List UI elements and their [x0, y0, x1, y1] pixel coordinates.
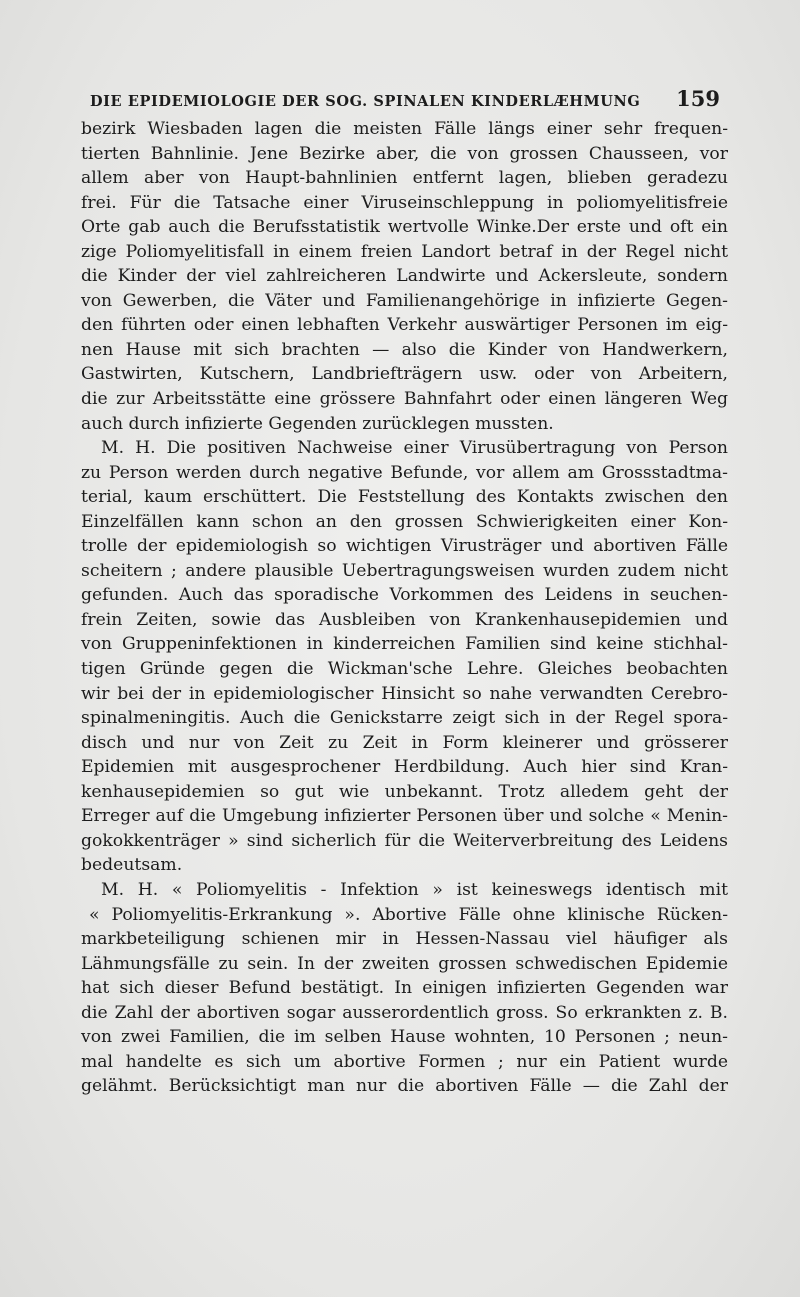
text-line: « Poliomyelitis-Erkrankung ». Abortive Fälle ohne klinische Rücken-	[89, 904, 728, 925]
text-line: Erreger auf die Umgebung infizierter Personen über und solche « Menin-	[81, 806, 728, 827]
text-line: tierten Bahnlinie. Jene Bezirke aber, die von grossen Chausseen, vor	[81, 143, 728, 164]
text-line: markbeteiligung schienen mir in Hessen-Nassau viel häufiger als	[81, 929, 728, 950]
text-line: Lähmungsfälle zu sein. In der zweiten grossen schwedischen Epidemie	[81, 953, 728, 974]
text-line: Gastwirten, Kutschern, Landbriefträgern usw. oder von Arbeitern,	[81, 364, 728, 385]
text-line: M. H. « Poliomyelitis - Infektion » ist keineswegs identisch mit	[101, 879, 728, 900]
text-line: von Gruppeninfektionen in kinderreichen Familien sind keine stichhal-	[81, 634, 728, 655]
text-line: den führten oder einen lebhaften Verkehr auswärtiger Personen im eig-	[81, 315, 728, 336]
text-line: die zur Arbeitsstätte eine grössere Bahnfahrt oder einen längeren Weg	[81, 389, 728, 410]
text-line: kenhausepidemien so gut wie unbekannt. Trotz alledem geht der	[81, 781, 728, 802]
page-number: 159	[676, 86, 720, 111]
running-title: DIE EPIDEMIOLOGIE DER SOG. SPINALEN KINDERLÆHMUNG	[90, 93, 641, 110]
text-line: Epidemien mit ausgesprochener Herdbildung. Auch hier sind Kran-	[81, 757, 728, 778]
text-line: terial, kaum erschüttert. Die Feststellung des Kontakts zwischen den	[81, 487, 728, 508]
text-line: Einzelfällen kann schon an den grossen Schwierigkeiten einer Kon-	[81, 511, 728, 532]
text-line: von zwei Familien, die im selben Hause wohnten, 10 Personen ; neun-	[81, 1027, 728, 1048]
body-text	[81, 117, 728, 1099]
page-header	[90, 86, 720, 111]
text-line: spinalmeningitis. Auch die Genickstarre zeigt sich in der Regel spora-	[81, 708, 728, 729]
text-line: gelähmt. Berücksichtigt man nur die abortiven Fälle — die Zahl der	[81, 1076, 728, 1097]
text-line: nen Hause mit sich brachten — also die Kinder von Handwerkern,	[81, 339, 728, 360]
text-line: tigen Gründe gegen die Wickman'sche Lehre. Gleiches beobachten	[81, 659, 728, 680]
text-line: auch durch infizierte Gegenden zurücklegen mussten.	[81, 413, 554, 434]
text-line: disch und nur von Zeit zu Zeit in Form kleinerer und grösserer	[81, 732, 728, 753]
text-line: die Zahl der abortiven sogar ausserordentlich gross. So erkrankten z. B.	[81, 1002, 728, 1023]
text-line: scheitern ; andere plausible Uebertragungsweisen wurden zudem nicht	[81, 560, 728, 581]
text-line: M. H. Die positiven Nachweise einer Virusübertragung von Person	[101, 438, 728, 459]
text-line: Orte gab auch die Berufsstatistik wertvolle Winke.Der erste und oft ein	[81, 217, 728, 238]
text-line: zu Person werden durch negative Befunde, vor allem am Grossstadtma-	[81, 462, 728, 483]
text-line: bezirk Wiesbaden lagen die meisten Fälle längs einer sehr frequen-	[81, 119, 728, 139]
text-line: bedeutsam.	[81, 855, 183, 876]
text-line: wir bei der in epidemiologischer Hinsicht so nahe verwandten Cerebro-	[81, 683, 728, 704]
text-line: allem aber von Haupt-bahnlinien entfernt lagen, blieben geradezu	[81, 168, 728, 189]
text-line: zige Poliomyelitisfall in einem freien Landort betraf in der Regel nicht	[81, 241, 728, 262]
text-line: von Gewerben, die Väter und Familienangehörige in infizierte Gegen-	[81, 290, 728, 311]
text-line: hat sich dieser Befund bestätigt. In einigen infizierten Gegenden war	[81, 978, 728, 999]
text-line: trolle der epidemiologish so wichtigen Virusträger und abortiven Fälle	[81, 536, 728, 557]
text-line: frei. Für die Tatsache einer Viruseinschleppung in poliomyelitisfreie	[81, 192, 728, 213]
text-line: frein Zeiten, sowie das Ausbleiben von Krankenhausepidemien und	[81, 609, 728, 630]
text-line: mal handelte es sich um abortive Formen ; nur ein Patient wurde	[81, 1051, 728, 1072]
text-line: gefunden. Auch das sporadische Vorkommen des Leidens in seuchen-	[81, 585, 728, 606]
text-line: gokokkenträger » sind sicherlich für die Weiterverbreitung des Leidens	[81, 830, 728, 851]
text-line: die Kinder der viel zahlreicheren Landwirte und Ackersleute, sondern	[81, 266, 728, 287]
